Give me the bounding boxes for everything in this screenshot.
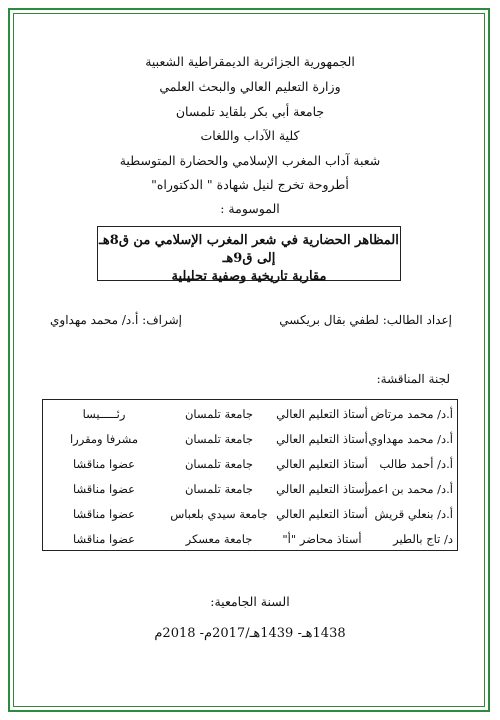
member-name: أ.د/ محمد مرتاض <box>370 406 453 421</box>
member-university: جامعة تلمسان <box>184 456 253 471</box>
member-university: جامعة سيدي بلعباس <box>170 506 268 521</box>
committee-row <box>43 451 457 476</box>
committee-row <box>43 501 457 526</box>
member-role: عضوا مناقشا <box>72 481 136 496</box>
student-name: إعداد الطالب: لطفي بقال بريكسي <box>279 313 452 327</box>
member-rank: أستاذ التعليم العالي <box>276 456 368 471</box>
member-rank: أستاذ التعليم العالي <box>276 481 368 496</box>
thesis-title-box <box>97 226 401 284</box>
committee-label: لجنة المناقشة: <box>376 372 450 386</box>
member-name: أ.د/ محمد مهداوي <box>368 431 453 446</box>
member-role: عضوا مناقشا <box>72 456 136 471</box>
degree-line: أطروحة تخرج لنيل شهادة " الدكتوراه" <box>151 177 349 192</box>
committee-row <box>43 426 457 451</box>
committee-row <box>43 476 457 501</box>
member-rank: أستاذ التعليم العالي <box>276 431 368 446</box>
member-rank: أستاذ التعليم العالي <box>276 506 368 521</box>
thesis-title: المظاهر الحضارية في شعر المغرب الإسلامي من ق8هـ إلى ق9هـ <box>99 233 399 266</box>
member-role: عضوا مناقشا <box>72 506 136 521</box>
committee-table <box>42 399 458 551</box>
member-university: جامعة تلمسان <box>184 431 253 446</box>
member-role: مشرفا ومقررا <box>69 431 139 446</box>
faculty-line: كلية الآداب واللغات <box>200 128 300 143</box>
member-name: أ.د/ محمد بن اعمر <box>364 481 453 496</box>
department-line: شعبة آداب المغرب الإسلامي والحضارة المتوسطية <box>119 153 381 168</box>
committee-row <box>43 526 457 551</box>
republic-line: الجمهورية الجزائرية الديمقراطية الشعبية <box>145 54 355 69</box>
member-role: رئـــــيسا <box>82 406 126 421</box>
member-rank: أستاذ محاضر "أ" <box>282 531 362 546</box>
ministry-line: وزارة التعليم العالي والبحث العلمي <box>159 79 341 94</box>
member-university: جامعة معسكر <box>185 531 253 546</box>
titled-label: الموسومة : <box>220 201 280 216</box>
academic-year: 1438هـ- 1439هـ/2017م- 2018م <box>154 626 346 641</box>
supervisor-name: إشراف: أ.د/ محمد مهداوي <box>50 313 182 327</box>
committee-row <box>43 401 457 426</box>
member-university: جامعة تلمسان <box>184 406 253 421</box>
university-line: جامعة أبي بكر بلقايد تلمسان <box>175 104 325 119</box>
academic-year-label: السنة الجامعية: <box>210 594 290 609</box>
member-university: جامعة تلمسان <box>184 481 253 496</box>
thesis-subtitle: مقاربة تاريخية وصفية تحليلية <box>171 269 327 284</box>
member-rank: أستاذ التعليم العالي <box>276 406 368 421</box>
member-name: د/ تاج بالطير <box>393 531 453 546</box>
member-name: أ.د/ أحمد طالب <box>379 456 453 471</box>
member-name: أ.د/ بنعلي قريش <box>374 506 453 521</box>
member-role: عضوا مناقشا <box>72 531 136 546</box>
